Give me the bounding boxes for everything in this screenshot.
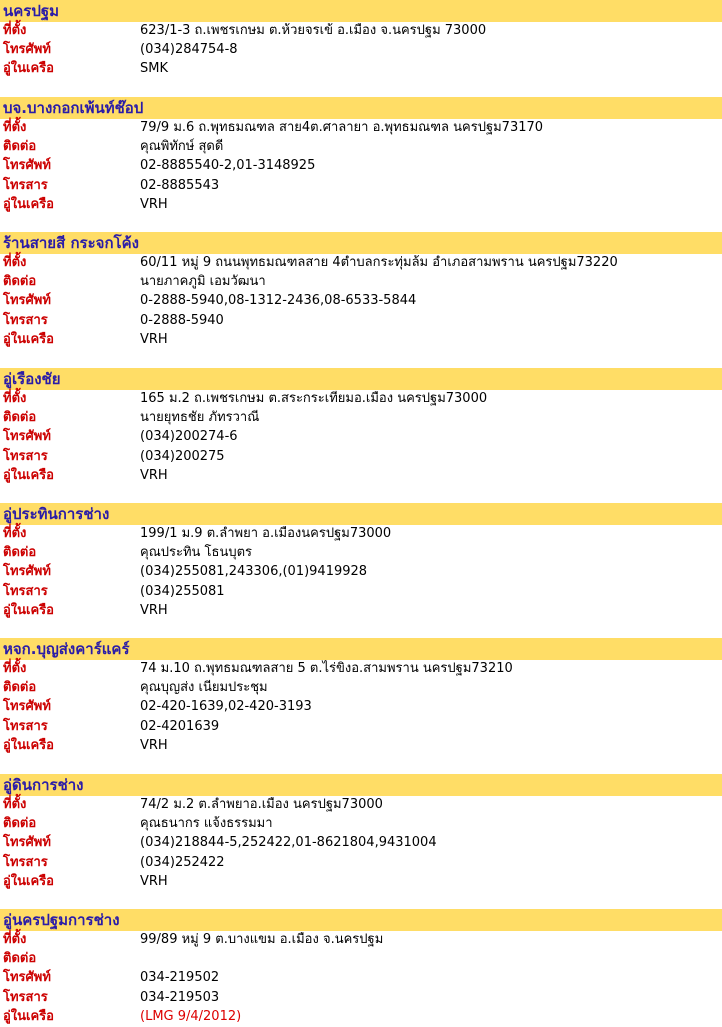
field-value: 0-2888-5940,08-1312-2436,08-6533-5844	[140, 293, 417, 309]
field-label: โทรศัพท์	[3, 293, 51, 309]
field-row-address	[0, 931, 722, 950]
field-value: VRH	[140, 331, 168, 347]
field-label: โทรศัพท์	[3, 699, 51, 715]
field-value: VRH	[140, 196, 168, 212]
field-row-address	[0, 119, 722, 138]
field-row-network	[0, 60, 722, 79]
field-row-contact	[0, 409, 722, 428]
entry-name: อู่ดินการช่าง	[3, 776, 84, 794]
field-label: โทรสาร	[3, 718, 48, 734]
field-row-network	[0, 873, 722, 892]
field-row-phone	[0, 698, 722, 717]
field-value: นายภาคภูมิ เอมวัฒนา	[140, 274, 266, 290]
field-value: คุณธนากร แจ้งธรรมมา	[140, 816, 273, 832]
field-label: โทรศัพท์	[3, 158, 51, 174]
field-value: (034)200274-6	[140, 429, 238, 445]
field-row-address	[0, 525, 722, 544]
field-value: SMK	[140, 61, 168, 77]
field-row-phone	[0, 157, 722, 176]
field-row-phone	[0, 292, 722, 311]
field-label: ที่ตั้ง	[3, 23, 27, 38]
field-value: 79/9 ม.6 ถ.พุทธมณฑล สาย4ต.ศาลายา อ.พุทธมณฑล นครปฐม73170	[140, 120, 544, 135]
field-label: ติดต่อ	[3, 274, 37, 290]
field-label: ติดต่อ	[3, 680, 37, 696]
field-value: 199/1 ม.9 ต.ลำพยา อ.เมืองนครปฐม73000	[140, 526, 392, 541]
field-label: อู่ในเครือ	[3, 873, 54, 889]
field-value: (034)252422	[140, 854, 225, 870]
field-label: โทรศัพท์	[3, 564, 51, 580]
entry-header	[0, 368, 722, 390]
field-value: (034)255081,243306,(01)9419928	[140, 564, 368, 580]
field-label: ที่ตั้ง	[3, 391, 27, 406]
field-label: โทรสาร	[3, 989, 48, 1005]
field-label: ติดต่อ	[3, 410, 37, 426]
field-row-phone	[0, 428, 722, 447]
field-label: ที่ตั้ง	[3, 661, 27, 676]
field-row-fax	[0, 718, 722, 737]
field-label: อู่ในเครือ	[3, 467, 54, 483]
field-value: (034)200275	[140, 448, 225, 464]
field-row-fax	[0, 854, 722, 873]
field-label: อู่ในเครือ	[3, 737, 54, 753]
field-label: โทรสาร	[3, 448, 48, 464]
field-value: 74 ม.10 ถ.พุทธมณฑลสาย 5 ต.ไร่ขิงอ.สามพราน นครปฐม73210	[140, 661, 513, 676]
entry-header	[0, 503, 722, 525]
field-label: อู่ในเครือ	[3, 61, 54, 77]
field-value: 02-8885543	[140, 177, 220, 193]
field-label: ที่ตั้ง	[3, 526, 27, 541]
field-row-fax	[0, 583, 722, 602]
field-label: โทรสาร	[3, 177, 48, 193]
field-label: อู่ในเครือ	[3, 196, 54, 212]
field-label: โทรศัพท์	[3, 835, 51, 851]
field-row-fax	[0, 448, 722, 467]
field-value: 02-4201639	[140, 718, 220, 734]
field-value: นายยุทธชัย ภัทรวาณี	[140, 410, 260, 426]
field-row-phone	[0, 563, 722, 582]
field-label: ที่ตั้ง	[3, 120, 27, 135]
entry-name: บจ.บางกอกเพ้นท์ช๊อป	[3, 99, 144, 117]
field-row-address	[0, 22, 722, 41]
field-value: 99/89 หมู่ 9 ต.บางแขม อ.เมือง จ.นครปฐม	[140, 932, 384, 947]
field-row-address	[0, 796, 722, 815]
entry-header	[0, 909, 722, 931]
field-label: ที่ตั้ง	[3, 797, 27, 812]
field-row-network	[0, 196, 722, 215]
field-row-phone	[0, 834, 722, 853]
entry-name: หจก.บุญส่งคาร์แคร์	[3, 640, 130, 658]
field-value: 034-219503	[140, 989, 220, 1005]
entry-name: อู่เรืองชัย	[3, 370, 61, 388]
field-label: อู่ในเครือ	[3, 331, 54, 347]
field-label: อู่ในเครือ	[3, 602, 54, 618]
entry-name: อู่ประทินการช่าง	[3, 505, 110, 523]
field-label: โทรศัพท์	[3, 970, 51, 986]
field-label: ที่ตั้ง	[3, 255, 27, 270]
field-value: คุณบุญส่ง เนียมประชุม	[140, 680, 268, 696]
field-value: 034-219502	[140, 970, 220, 986]
field-value: (034)255081	[140, 583, 225, 599]
field-row-address	[0, 254, 722, 273]
entry-name: ร้านสายสี กระจกโค้ง	[3, 234, 139, 252]
field-value: 165 ม.2 ถ.เพชรเกษม ต.สระกระเทียมอ.เมือง นครปฐม73000	[140, 391, 488, 406]
field-label: ติดต่อ	[3, 816, 37, 832]
field-row-fax	[0, 312, 722, 331]
field-value: 02-8885540-2,01-3148925	[140, 158, 316, 174]
field-value: คุณประทิน โธนบุตร	[140, 545, 253, 561]
field-row-contact	[0, 679, 722, 698]
field-row-fax	[0, 177, 722, 196]
field-value: (LMG 9/4/2012)	[140, 1008, 242, 1024]
field-value: คุณพิทักษ์ สุดดี	[140, 139, 224, 155]
entry-name: อู่นครปฐมการช่าง	[3, 911, 120, 929]
field-value: 74/2 ม.2 ต.ลำพยาอ.เมือง นครปฐม73000	[140, 797, 383, 812]
field-label: โทรศัพท์	[3, 429, 51, 445]
entry-header	[0, 0, 722, 22]
field-value: 02-420-1639,02-420-3193	[140, 699, 312, 715]
field-row-fax	[0, 989, 722, 1008]
field-row-contact	[0, 950, 722, 969]
field-row-address	[0, 390, 722, 409]
field-row-phone	[0, 41, 722, 60]
field-row-network	[0, 737, 722, 756]
field-value: VRH	[140, 467, 168, 483]
field-row-network	[0, 467, 722, 486]
field-label: โทรสาร	[3, 312, 48, 328]
field-row-address	[0, 660, 722, 679]
field-row-contact	[0, 815, 722, 834]
field-label: ติดต่อ	[3, 545, 37, 561]
entry-header	[0, 97, 722, 119]
field-row-contact	[0, 273, 722, 292]
field-value: VRH	[140, 602, 168, 618]
entry-header	[0, 774, 722, 796]
field-value: (034)218844-5,252422,01-8621804,9431004	[140, 835, 437, 851]
field-row-network	[0, 331, 722, 350]
field-value: 0-2888-5940	[140, 312, 224, 328]
field-label: ติดต่อ	[3, 139, 37, 155]
field-row-contact	[0, 138, 722, 157]
field-label: โทรศัพท์	[3, 42, 51, 58]
entry-header	[0, 638, 722, 660]
field-value: 623/1-3 ถ.เพชรเกษม ต.ห้วยจรเข้ อ.เมือง จ.นครปฐม 73000	[140, 23, 487, 38]
field-row-contact	[0, 544, 722, 563]
entry-header	[0, 232, 722, 254]
field-value: (034)284754-8	[140, 42, 238, 58]
field-value: VRH	[140, 737, 168, 753]
field-row-network	[0, 602, 722, 621]
entry-name: นครปฐม	[3, 2, 60, 20]
field-label: โทรสาร	[3, 854, 48, 870]
field-label: อู่ในเครือ	[3, 1008, 54, 1024]
field-label: โทรสาร	[3, 583, 48, 599]
field-label: ติดต่อ	[3, 951, 37, 967]
field-row-phone	[0, 969, 722, 988]
field-value: 60/11 หมู่ 9 ถนนพุทธมณฑลสาย 4ตำบลกระทุ่มล้ม อำเภอสามพราน นครปฐม73220	[140, 255, 618, 270]
field-label: ที่ตั้ง	[3, 932, 27, 947]
field-value: VRH	[140, 873, 168, 889]
